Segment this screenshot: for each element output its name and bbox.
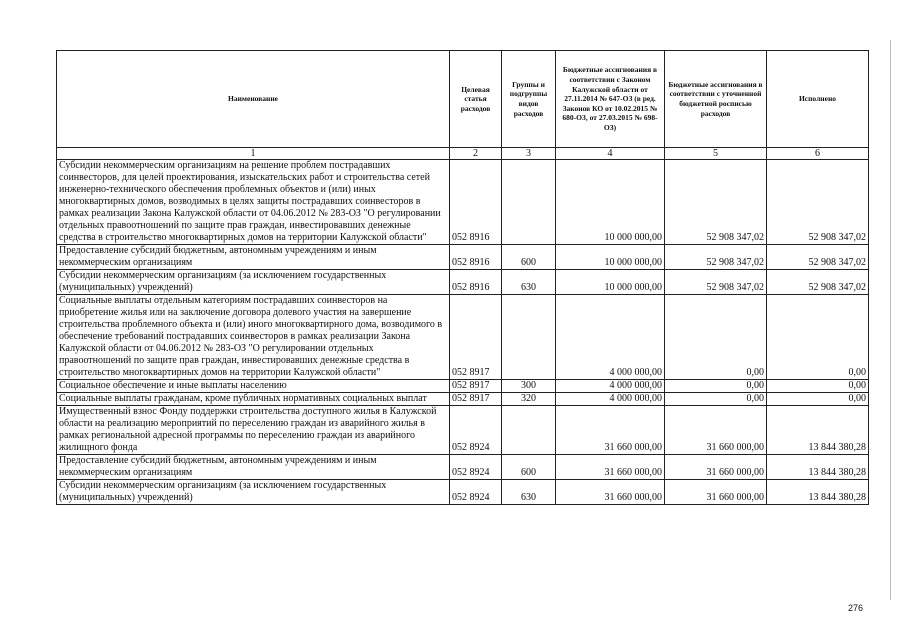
- row-target-article: 052 8917: [450, 393, 502, 406]
- header-refined-allocation: Бюджетные ассигнования в соответствии с уточненной бюджетной росписью расходов: [665, 51, 767, 148]
- row-law-allocation: 4 000 000,00: [556, 380, 665, 393]
- row-target-article: 052 8917: [450, 295, 502, 380]
- table-row: [57, 393, 869, 406]
- row-refined-allocation: 52 908 347,02: [665, 245, 767, 270]
- row-name: Субсидии некоммерческим организациям (за исключением государственных (муниципальных) учреждений): [57, 480, 450, 505]
- row-law-allocation: 31 660 000,00: [556, 480, 665, 505]
- page-number: 276: [848, 603, 864, 613]
- row-name: Имущественный взнос Фонду поддержки строительства доступного жилья в Калужской области на реализацию мероприятий по переселению граждан из аварийного жилья в рамках региональной адресной программы по переселению граждан из аварийного жилищного фонда: [57, 406, 450, 455]
- row-expense-group: 320: [502, 393, 556, 406]
- row-law-allocation: 4 000 000,00: [556, 295, 665, 380]
- row-expense-group: 600: [502, 245, 556, 270]
- header-expense-group: Группы и подгруппы видов расходов: [502, 51, 556, 148]
- column-number: 4: [556, 148, 665, 160]
- row-name: Социальные выплаты отдельным категориям пострадавших соинвесторов на приобретение жилья или на заключение договора долевого участия на завершение строительства проблемного объекта и (или) иного многоквартирного дома, возводимого в обеспечение требований пострадавших соинвесторов в рамках реализации Закона Калужской области от 04.06.2012 № 283-ОЗ "О регулировании отдельных правоотношений по защите прав граждан, инвестировавших денежные средства в строительство многоквартирных домов на территории Калужской области": [57, 295, 450, 380]
- row-target-article: 052 8916: [450, 270, 502, 295]
- row-name: Субсидии некоммерческим организациям на решение проблем пострадавших соинвесторов, для целей проектирования, изыскательских работ и строительства сетей инженерно-технического обеспечения проблемных объектов и (или) иных многоквартирных домов, возводимых в целях защиты пострадавших соинвесторов в рамках реализации Закона Калужской области от 04.06.2012 № 283-ОЗ "О регулировании отдельных правоотношений по защите прав граждан, инвестировавших денежные средства в строительство многоквартирных домов на территории Калужской области": [57, 160, 450, 245]
- row-expense-group: 630: [502, 480, 556, 505]
- row-expense-group: [502, 295, 556, 380]
- row-law-allocation: 31 660 000,00: [556, 406, 665, 455]
- row-executed: 0,00: [767, 295, 869, 380]
- row-name: Социальное обеспечение и иные выплаты населению: [57, 380, 450, 393]
- row-law-allocation: 10 000 000,00: [556, 270, 665, 295]
- table-row: [57, 160, 869, 245]
- header-row: [57, 51, 869, 148]
- table-row: [57, 245, 869, 270]
- table-row: [57, 406, 869, 455]
- row-executed: 13 844 380,28: [767, 406, 869, 455]
- row-expense-group: [502, 160, 556, 245]
- column-number: 5: [665, 148, 767, 160]
- row-executed: 52 908 347,02: [767, 160, 869, 245]
- row-refined-allocation: 0,00: [665, 380, 767, 393]
- row-name: Субсидии некоммерческим организациям (за исключением государственных (муниципальных) учреждений): [57, 270, 450, 295]
- row-refined-allocation: 0,00: [665, 295, 767, 380]
- row-refined-allocation: 52 908 347,02: [665, 160, 767, 245]
- row-law-allocation: 10 000 000,00: [556, 245, 665, 270]
- row-refined-allocation: 31 660 000,00: [665, 406, 767, 455]
- column-number: 2: [450, 148, 502, 160]
- row-name: Предоставление субсидий бюджетным, автономным учреждениям и иным некоммерческим организациям: [57, 455, 450, 480]
- budget-table: [56, 50, 869, 505]
- table-row: [57, 455, 869, 480]
- row-executed: 0,00: [767, 393, 869, 406]
- scan-edge-line: [890, 40, 891, 600]
- row-refined-allocation: 31 660 000,00: [665, 480, 767, 505]
- row-name: Предоставление субсидий бюджетным, автономным учреждениям и иным некоммерческим организациям: [57, 245, 450, 270]
- row-expense-group: 630: [502, 270, 556, 295]
- header-name: Наименование: [57, 51, 450, 148]
- table-row: [57, 295, 869, 380]
- row-refined-allocation: 31 660 000,00: [665, 455, 767, 480]
- row-law-allocation: 4 000 000,00: [556, 393, 665, 406]
- row-executed: 0,00: [767, 380, 869, 393]
- row-expense-group: 300: [502, 380, 556, 393]
- row-executed: 13 844 380,28: [767, 480, 869, 505]
- row-target-article: 052 8917: [450, 380, 502, 393]
- row-law-allocation: 10 000 000,00: [556, 160, 665, 245]
- row-expense-group: 600: [502, 455, 556, 480]
- row-target-article: 052 8924: [450, 455, 502, 480]
- row-executed: 13 844 380,28: [767, 455, 869, 480]
- header-target-article: Целевая статья расходов: [450, 51, 502, 148]
- row-name: Социальные выплаты гражданам, кроме публичных нормативных социальных выплат: [57, 393, 450, 406]
- header-law-allocation: Бюджетные ассигнования в соответствии с Законом Калужской области от 27.11.2014 № 647-ОЗ (в ред. Законов КО от 10.02.2015 № 680-ОЗ, от 27.03.2015 № 698-ОЗ): [556, 51, 665, 148]
- column-number: 6: [767, 148, 869, 160]
- row-refined-allocation: 0,00: [665, 393, 767, 406]
- row-expense-group: [502, 406, 556, 455]
- row-target-article: 052 8924: [450, 480, 502, 505]
- table-row: [57, 480, 869, 505]
- row-law-allocation: 31 660 000,00: [556, 455, 665, 480]
- row-refined-allocation: 52 908 347,02: [665, 270, 767, 295]
- row-executed: 52 908 347,02: [767, 245, 869, 270]
- table-row: [57, 380, 869, 393]
- column-number: 1: [57, 148, 450, 160]
- table-row: [57, 270, 869, 295]
- row-target-article: 052 8924: [450, 406, 502, 455]
- row-target-article: 052 8916: [450, 160, 502, 245]
- column-number-row: [57, 148, 869, 160]
- column-number: 3: [502, 148, 556, 160]
- row-target-article: 052 8916: [450, 245, 502, 270]
- row-executed: 52 908 347,02: [767, 270, 869, 295]
- header-executed: Исполнено: [767, 51, 869, 148]
